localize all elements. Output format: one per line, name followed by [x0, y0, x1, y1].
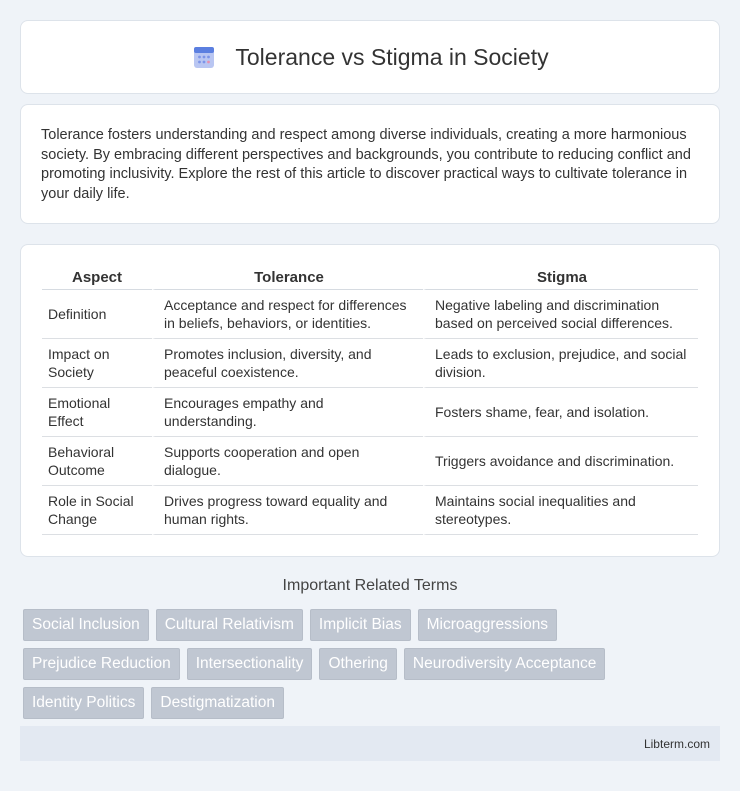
related-term-tag[interactable]: Cultural Relativism: [156, 609, 303, 641]
related-term-tag[interactable]: Microaggressions: [418, 609, 557, 641]
related-terms-title: Important Related Terms: [282, 577, 458, 594]
related-term-tag[interactable]: Social Inclusion: [23, 609, 149, 641]
comparison-card: [20, 244, 720, 557]
intro-text: Tolerance fosters understanding and respect among diverse individuals, creating a more harmonious society. By embracing different perspectives and backgrounds, you contribute to reducing conflict and promoting inclusivity. Explore the rest of this article to discover practical ways to cultivate tolerance in your daily life.: [41, 127, 691, 202]
row-stigma: Maintains social inequalities and stereotypes.: [423, 486, 698, 535]
page-title: Tolerance vs Stigma in Society: [235, 43, 549, 70]
column-header-tolerance: Tolerance: [152, 265, 423, 290]
row-stigma: Negative labeling and discrimination based on perceived social differences.: [423, 290, 698, 339]
row-tolerance: Acceptance and respect for differences in beliefs, behaviors, or identities.: [152, 290, 423, 339]
table-row: [42, 339, 698, 388]
document-icon: [191, 44, 217, 70]
row-stigma: Leads to exclusion, prejudice, and social division.: [423, 339, 698, 388]
row-stigma: Fosters shame, fear, and isolation.: [423, 388, 698, 437]
related-term-tag[interactable]: Intersectionality: [187, 648, 313, 680]
column-header-aspect: Aspect: [42, 265, 152, 290]
row-stigma: Triggers avoidance and discrimination.: [423, 437, 698, 486]
row-tolerance: Encourages empathy and understanding.: [152, 388, 423, 437]
table-header-row: [42, 265, 698, 290]
row-tolerance: Drives progress toward equality and human rights.: [152, 486, 423, 535]
table-row: [42, 290, 698, 339]
table-row: [42, 388, 698, 437]
related-term-tag[interactable]: Neurodiversity Acceptance: [404, 648, 606, 680]
header-card: [20, 20, 720, 94]
related-term-tag[interactable]: Destigmatization: [151, 687, 284, 719]
footer-site-link[interactable]: Libterm.com: [643, 736, 710, 751]
row-aspect: Role in Social Change: [42, 486, 152, 535]
column-header-stigma: Stigma: [423, 265, 698, 290]
row-aspect: Emotional Effect: [42, 388, 152, 437]
row-tolerance: Supports cooperation and open dialogue.: [152, 437, 423, 486]
row-aspect: Behavioral Outcome: [42, 437, 152, 486]
row-aspect: Impact on Society: [42, 339, 152, 388]
table-row: [42, 437, 698, 486]
row-aspect: Definition: [42, 290, 152, 339]
footer: [20, 726, 720, 761]
related-terms-list: [23, 609, 623, 719]
related-term-tag[interactable]: Prejudice Reduction: [23, 648, 180, 680]
intro-card: [20, 104, 720, 224]
related-term-tag[interactable]: Othering: [319, 648, 396, 680]
related-term-tag[interactable]: Identity Politics: [23, 687, 144, 719]
row-tolerance: Promotes inclusion, diversity, and peaceful coexistence.: [152, 339, 423, 388]
table-row: [42, 486, 698, 535]
related-term-tag[interactable]: Implicit Bias: [310, 609, 411, 641]
comparison-table: [42, 265, 698, 535]
